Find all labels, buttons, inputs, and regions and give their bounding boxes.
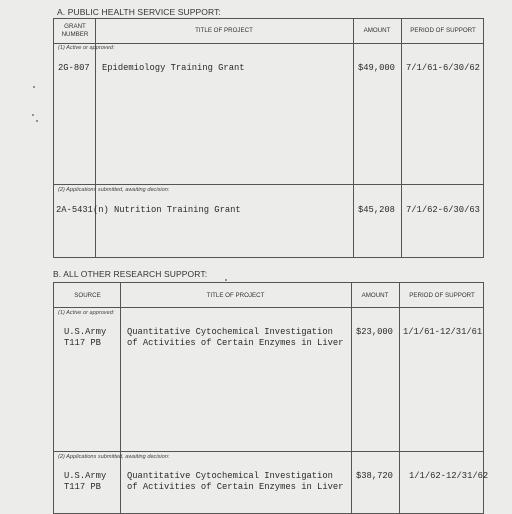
col-divider xyxy=(399,283,400,513)
section-b-title: B. ALL OTHER RESEARCH SUPPORT: xyxy=(53,269,208,279)
header-grant-number: GRANT NUMBER xyxy=(61,23,89,38)
period: 7/1/62-6/30/63 xyxy=(406,205,480,215)
active-label: (1) Active or approved: xyxy=(58,310,115,316)
col-divider xyxy=(351,283,352,513)
pending-label: (2) Applications submitted, awaiting decision: xyxy=(58,454,170,460)
col-divider xyxy=(120,283,121,513)
header-divider xyxy=(54,307,483,308)
header-amount: AMOUNT xyxy=(361,292,389,299)
source-line-2: T117 PB xyxy=(64,482,101,492)
period: 7/1/61-6/30/62 xyxy=(406,63,480,73)
project-title-line-1: Quantitative Cytochemical Investigation xyxy=(127,327,333,337)
amount: $45,208 xyxy=(358,205,395,215)
group-divider xyxy=(54,451,483,452)
project-title-line-1: Quantitative Cytochemical Investigation xyxy=(127,471,333,481)
source-line-1: U.S.Army xyxy=(64,327,107,337)
col-divider xyxy=(95,19,96,257)
grant-number: 2A-5431(n) xyxy=(56,205,109,215)
scan-speck xyxy=(36,120,38,122)
scan-speck xyxy=(225,279,227,281)
project-title-line-2: of Activities of Certain Enzymes in Liver xyxy=(127,482,344,492)
project-title: Epidemiology Training Grant xyxy=(102,63,245,73)
period: 1/1/62-12/31/62 xyxy=(409,471,489,481)
header-source: SOURCE xyxy=(74,292,101,299)
project-title-line-2: of Activities of Certain Enzymes in Liver xyxy=(127,338,344,348)
section-b-table xyxy=(53,282,489,514)
group-divider xyxy=(54,184,483,185)
header-period: PERIOD OF SUPPORT xyxy=(410,27,476,34)
header-period: PERIOD OF SUPPORT xyxy=(409,292,475,299)
col-divider xyxy=(401,19,402,257)
section-a-title: A. PUBLIC HEALTH SERVICE SUPPORT: xyxy=(57,7,221,17)
source-line-2: T117 PB xyxy=(64,338,101,348)
section-a-table xyxy=(53,18,484,258)
amount: $49,000 xyxy=(358,63,395,73)
project-title: Nutrition Training Grant xyxy=(114,205,241,215)
header-title-of-project: TITLE OF PROJECT xyxy=(206,292,265,299)
pending-label: (2) Applications submitted, awaiting decision: xyxy=(58,187,170,193)
header-divider xyxy=(54,43,483,44)
header-amount: AMOUNT xyxy=(363,27,391,34)
scan-speck xyxy=(32,114,34,116)
header-title-of-project: TITLE OF PROJECT xyxy=(195,27,253,34)
active-label: (1) Active or approved: xyxy=(58,45,115,51)
period: 1/1/61-12/31/61 xyxy=(403,327,483,337)
amount: $23,000 xyxy=(356,327,393,337)
amount: $38,720 xyxy=(356,471,393,481)
scan-speck xyxy=(33,86,35,88)
grant-number: 2G-807 xyxy=(58,63,90,73)
col-divider xyxy=(353,19,354,257)
source-line-1: U.S.Army xyxy=(64,471,107,481)
